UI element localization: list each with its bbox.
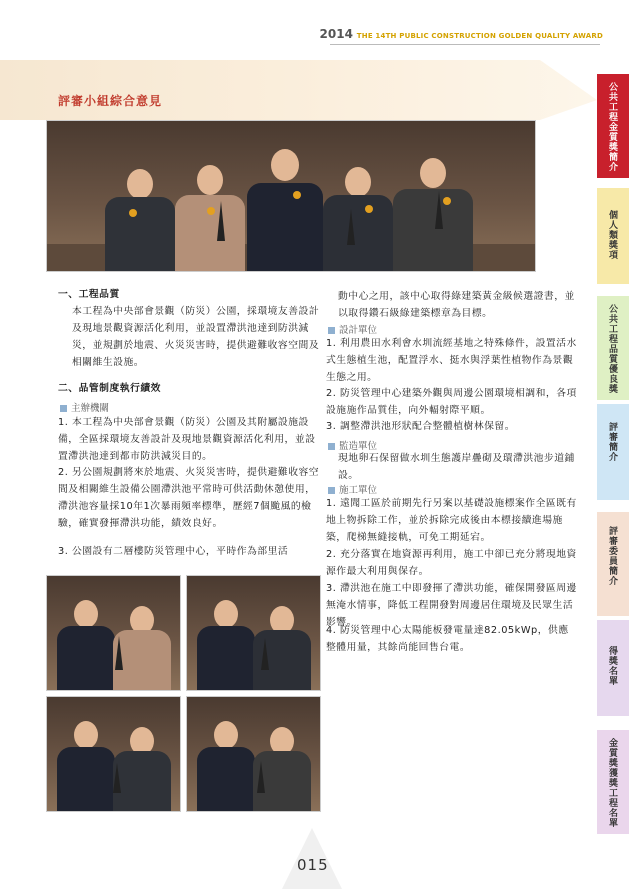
design-item-1: 1. 利用農田水利會水圳流經基地之特殊條件，設置活水式生態植生池，配置浮水、挺水與浮葉性植物作為景觀生態之用。 (326, 338, 577, 383)
page-number: 015 (297, 856, 329, 874)
subheading-construction-label: 施工單位 (339, 485, 378, 496)
person-4-body (323, 195, 393, 271)
design-item-3: 3. 調整滯洪池形狀配合整體植樹林保留。 (326, 421, 516, 432)
bullet-square (328, 443, 335, 450)
recipient (253, 715, 311, 811)
person-4 (323, 151, 393, 271)
recipient (113, 715, 171, 811)
presenter (197, 590, 255, 690)
recipient (253, 594, 311, 690)
section-1-body: 本工程為中央部會景觀（防災）公園，採環境友善設計及現地景觀資源活化利用，並設置滯洪池達到防洪減災，並規劃於地震、火災災害時，提供避難收容空間及相關維生設施。 (72, 306, 320, 368)
header-title (320, 27, 603, 41)
construction-item-2: 2. 充分落實在地資源再利用，施工中卻已充分將現地資源作最大利用與保存。 (326, 549, 577, 577)
person-1-head (127, 169, 153, 199)
section-2-heading: 二、品管制度執行績效 (58, 383, 161, 394)
presenter-head (74, 721, 98, 749)
section-1-heading: 一、工程品質 (58, 289, 120, 300)
organizer-item-1: 1. 本工程為中央部會景觀（防災）公園及其附屬設施設備，全區採環境友善設計及現地景觀資源活化利用，並設置滯洪池達到都市防洪減災目的。 (58, 417, 316, 462)
side-tab-label: 評審委員簡介 (607, 526, 617, 586)
header-award-name: THE 14TH PUBLIC CONSTRUCTION GOLDEN QUALITY AWARD (356, 32, 603, 40)
side-tab-winners[interactable] (597, 620, 629, 716)
side-tab-label: 評審簡介 (607, 422, 617, 462)
person-4-head (345, 167, 371, 197)
side-tab-quality-award[interactable] (597, 296, 629, 400)
person-3 (247, 141, 323, 271)
presenter-body (197, 626, 255, 690)
side-tab-label: 公共工程金質獎簡介 (607, 82, 617, 172)
subheading-organizer (60, 400, 109, 414)
subheading-supervision-label: 監造單位 (339, 441, 378, 452)
award-photo-2 (186, 575, 321, 691)
group-photo (46, 120, 536, 272)
recipient-body (113, 751, 171, 811)
presenter (57, 590, 115, 690)
person-5-head (420, 158, 446, 188)
organizer-item-3-continued: 動中心之用，該中心取得綠建築黃金級候選證書，並以取得鑽石級綠建築標章為目標。 (338, 291, 575, 319)
presenter-body (197, 747, 255, 811)
presenter (57, 711, 115, 811)
construction-item-1: 1. 遠聞工區於前期先行另案以基礎設施標案作全區既有地上物拆除工作，並於拆除完成後由本標接續進場施築，爬梯無縫接軌，可免工期延宕。 (326, 498, 577, 543)
person-2-head (197, 165, 223, 195)
presenter-body (57, 626, 115, 690)
bullet-square (328, 327, 335, 334)
recipient (113, 594, 171, 690)
person-3-body (247, 183, 323, 271)
construction-item-4: 4. 防災管理中心太陽能板發電量達82.05kWp，供應整體用量，其餘尚能回售台電。 (326, 625, 569, 653)
corsage (207, 207, 215, 215)
recipient-body (253, 630, 311, 690)
bullet-square (328, 487, 335, 494)
organizer-item-3: 3. 公園設有二層樓防災管理中心，平時作為部里活 (58, 546, 289, 557)
side-tab-label: 個人類獎項 (607, 210, 617, 260)
award-photo-3 (46, 696, 181, 812)
person-5 (393, 146, 473, 271)
header-rule (330, 44, 600, 45)
header-year: 2014 (319, 27, 353, 41)
side-tab-intro[interactable] (597, 74, 629, 178)
bullet-square (60, 405, 67, 412)
person-1 (105, 151, 175, 271)
corsage (293, 191, 301, 199)
subheading-construction (328, 482, 377, 496)
person-3-head (271, 149, 299, 181)
side-tab-label: 公共工程品質優良獎 (607, 304, 617, 394)
page-header (0, 0, 629, 48)
person-5-body (393, 189, 473, 271)
side-tab-label: 金質獎獲獎工程名單 (607, 738, 617, 828)
organizer-item-2: 2. 另公園規劃將來於地震、火災災害時，提供避難收容空間及相關維生設備公園滯洪池平常時可供活動休憩使用，滯洪池容量採10年1次暴雨頻率標準，歷經7個颱風的檢驗，確實發揮滯洪功能，績效良好。 (58, 467, 320, 529)
presenter-head (214, 721, 238, 749)
presenter-head (214, 600, 238, 628)
subheading-design (328, 322, 377, 336)
side-tab-label: 得獎名單 (607, 646, 617, 686)
presenter-body (57, 747, 115, 811)
side-tab-review[interactable] (597, 404, 629, 500)
side-tab-individual[interactable] (597, 188, 629, 284)
presenter (197, 711, 255, 811)
corsage (443, 197, 451, 205)
subheading-organizer-label: 主辦機關 (71, 403, 110, 414)
corsage (365, 205, 373, 213)
side-tab-project-list[interactable] (597, 730, 629, 834)
side-tab-committee[interactable] (597, 512, 629, 616)
award-photo-4 (186, 696, 321, 812)
person-1-body (105, 197, 175, 271)
award-photo-1 (46, 575, 181, 691)
corsage (129, 209, 137, 217)
design-item-2: 2. 防災管理中心建築外觀與周邊公園環境相調和，各項設施施作品質佳，向外輻射際平順。 (326, 388, 577, 416)
subheading-design-label: 設計單位 (339, 325, 378, 336)
section-banner (0, 60, 597, 120)
construction-item-3: 3. 滯洪池在施工中即發揮了滯洪功能，確保開發區周邊無淹水情事，降低工程開發對周邊居住環境及民眾生活影響。 (326, 583, 577, 628)
presenter-head (74, 600, 98, 628)
section-title: 評審小組綜合意見 (58, 94, 163, 108)
supervision-text: 現地卵石保留做水圳生態護岸疊砌及環滯洪池步道鋪設。 (338, 453, 575, 481)
